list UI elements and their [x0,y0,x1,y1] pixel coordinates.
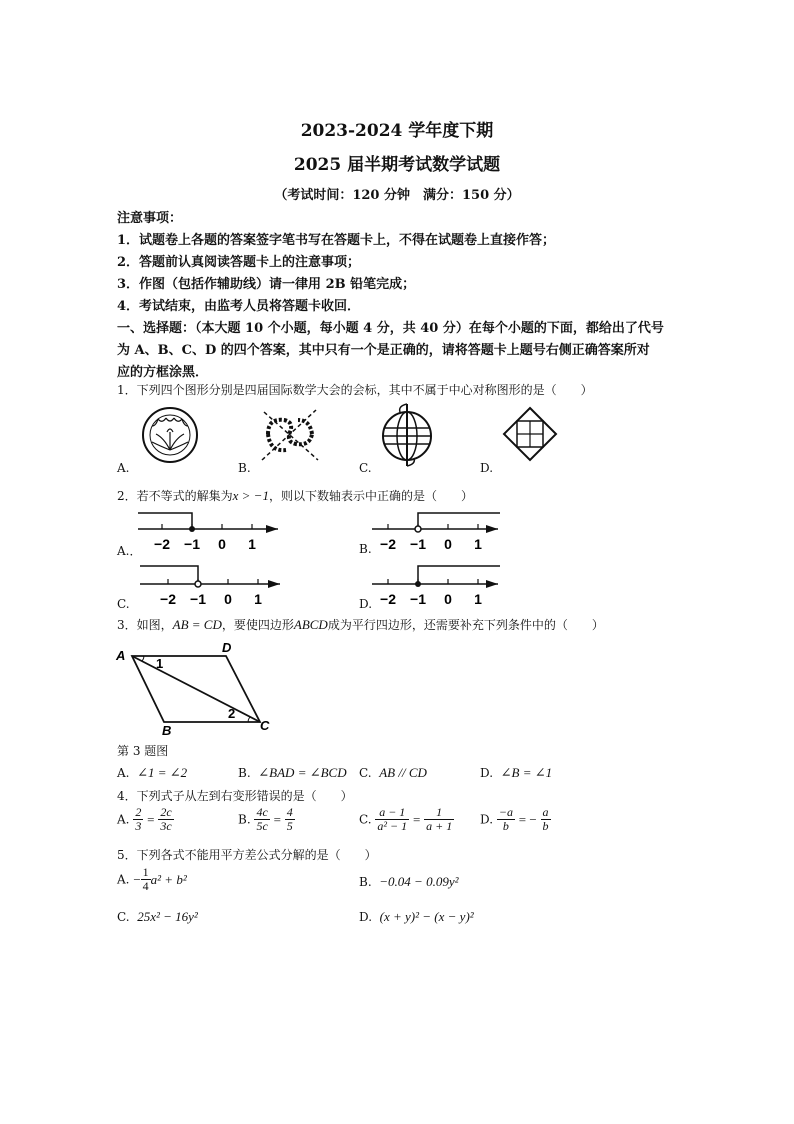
q2a-tick-label: −1 [184,536,200,552]
q5-option-d [359,909,474,925]
q2a-tick-label: 1 [248,536,256,552]
note-item-1: 1．试题卷上各题的答案签字笔书写在答题卡上，不得在试题卷上直接作答； [117,233,556,248]
fraction-numerator: a [542,805,549,819]
fraction-numerator: −a [498,805,513,819]
notes-heading: 注意事项： [117,211,183,226]
fraction-numerator: a − 1 [375,806,409,820]
q5-option-a-label: A. [117,872,130,887]
fraction-denominator: a + 1 [426,819,453,833]
q3-stem-post: 成为平行四边形，还需要补充下列条件中的（ ） [327,618,604,632]
fraction-denominator: a² − 1 [377,819,408,833]
q3-option-b-text: ∠BAD = ∠BCD [258,765,347,780]
q4-option-d-left-fraction [497,806,515,833]
q3-option-d-text: ∠B = ∠1 [500,765,553,780]
q2-stem-pre: 2．若不等式的解集为 [117,489,233,503]
fraction-denominator: b [542,819,549,833]
q2-label-a: A.． [117,544,142,558]
q3-stem-math1: AB = CD [172,617,222,632]
q3-option-c-label: C. [359,766,372,780]
q1-logo-d [498,404,562,466]
q2-numberline-d [372,560,502,608]
q5-option-d-text: (x + y)² − (x − y)² [379,909,474,924]
q4-option-a-label: A. [117,812,130,827]
q3-option-a-label: A. [117,766,130,780]
q5-option-c [117,909,198,925]
q4-option-c [359,806,454,833]
q5-option-a [117,866,187,893]
q2d-tick-label: 1 [474,591,482,607]
q3-option-b [238,765,347,781]
q3-point-c: C [260,718,270,733]
q4-option-c-label: C. [359,812,372,827]
fraction-numerator: 1 [142,865,149,879]
q2-numberline-c [140,560,284,608]
q3-stem-math2: ABCD [293,617,328,632]
q5-option-b-text: −0.04 − 0.09y² [379,874,459,889]
note-item-3: 3．作图（包括作辅助线）请一律用 2B 铅笔完成； [117,277,416,292]
q5-option-c-label: C. [117,910,130,924]
fraction-denominator: 4 [142,879,149,893]
q1-label-c: C. [359,461,372,475]
q1-logo-b [250,404,330,466]
q2c-tick-label: 1 [254,591,262,607]
q2-stem-math: x > −1 [232,488,269,503]
q3-point-b: B [162,723,172,738]
q2-numberline-a [138,505,282,553]
fraction-numerator: 2 [135,805,142,819]
q5-option-a-expression: a² + b² [150,871,187,887]
q4-option-b [238,806,295,833]
q2c-tick-label: −1 [190,591,206,607]
q4-option-a-left-fraction [133,806,143,833]
equals-sign: = [412,811,421,827]
q3-option-d [480,765,552,781]
q4-option-a [117,806,174,833]
q2d-tick-label: −1 [410,591,426,607]
q2a-tick-label: −2 [154,536,170,552]
q4-option-c-right-fraction [424,806,454,833]
q3-angle-2: 2 [228,706,236,721]
fraction-denominator: b [502,819,509,833]
q3-option-b-label: B. [238,766,251,780]
q3-point-d: D [222,640,232,655]
q2b-tick-label: 1 [474,536,482,552]
q5-option-b [359,874,459,890]
q2b-tick-label: 0 [444,536,452,552]
q5-option-a-fraction [141,866,151,893]
q4-option-d-right-fraction [541,806,551,833]
q3-option-a [117,765,187,781]
q5-option-c-text: 25x² − 16y² [137,909,198,924]
q1-stem: 1．下列四个图形分别是四届国际数学大会的会标，其中不属于中心对称图形的是（ ） [117,383,593,397]
q5-option-d-label: D. [359,910,373,924]
exam-title-line1: 2023-2024 学年度下期 [300,121,494,141]
q2-stem-post: ，则以下数轴表示中正确的是（ ） [268,489,473,503]
exam-title-line2: 2025 届半期考试数学试题 [293,155,501,175]
q4-stem: 4．下列式子从左到右变形错误的是（ ） [117,789,353,803]
q2d-tick-label: 0 [444,591,452,607]
fraction-numerator: 2c [160,805,172,819]
minus-sign: − [133,871,141,887]
q2d-tick-label: −2 [380,591,396,607]
fraction-denominator: 5 [286,819,293,833]
q4-option-b-right-fraction [285,806,295,833]
q4-option-c-left-fraction [375,806,409,833]
q3-point-a: A [116,648,126,663]
exam-info: （考试时间：120 分钟 满分：150 分） [274,188,520,203]
q3-option-c-text: AB // CD [379,765,427,780]
q2-numberline-b [372,505,502,553]
q2-stem [117,487,473,504]
fraction-numerator: 4c [256,805,268,819]
q3-stem-mid: ，要使四边形 [221,618,294,632]
fraction-denominator: 3 [135,819,142,833]
q4-option-b-left-fraction [254,806,269,833]
fraction-denominator: 5c [256,819,268,833]
note-item-2: 2．答题前认真阅读答题卡上的注意事项； [117,255,361,270]
equals-sign: = [273,811,281,827]
q3-stem [117,616,604,633]
fraction-denominator: 3c [160,819,172,833]
q1-logo-a [130,404,210,466]
section1-line3: 应的方框涂黑． [117,365,209,380]
q4-option-d-label: D. [480,812,494,827]
section1-line1: 一、选择题：（本大题 10 个小题，每小题 4 分，共 40 分）在每个小题的下面，都给出了代号 [117,321,664,336]
q5-option-b-label: B. [359,875,372,889]
q2c-tick-label: 0 [224,591,232,607]
q4-option-b-label: B. [238,812,251,827]
q3-option-a-text: ∠1 = ∠2 [137,765,188,780]
q3-option-c [359,765,427,781]
q3-caption: 第 3 题图 [117,744,169,758]
q4-option-d [480,806,551,833]
q1-label-a: A. [117,461,130,475]
equals-minus-sign: = − [518,811,537,827]
q3-angle-1: 1 [156,656,164,671]
q2-label-d: D. [359,597,373,611]
q1-logo-c [372,400,442,470]
q2b-tick-label: −2 [380,536,396,552]
q2-label-b: B. [359,542,372,556]
q1-label-b: B. [238,461,251,475]
q2a-tick-label: 0 [218,536,226,552]
fraction-numerator: 4 [286,805,293,819]
q3-option-d-label: D. [480,766,494,780]
note-item-4: 4．考试结束，由监考人员将答题卡收回． [117,299,361,314]
q2-label-c: C. [117,597,130,611]
equals-sign: = [147,811,155,827]
q2b-tick-label: −1 [410,536,426,552]
q2c-tick-label: −2 [160,591,176,607]
section1-line2: 为 A、B、C、D 的四个答案，其中只有一个是正确的，请将答题卡上题号右侧正确答案所对 [117,343,650,358]
q1-label-d: D. [480,461,494,475]
q4-option-a-right-fraction [158,806,173,833]
q5-stem: 5．下列各式不能用平方差公式分解的是（ ） [117,848,377,862]
fraction-numerator: 1 [424,806,454,820]
q3-figure-quadrilateral [112,638,282,738]
q3-stem-pre: 3．如图， [117,618,173,632]
